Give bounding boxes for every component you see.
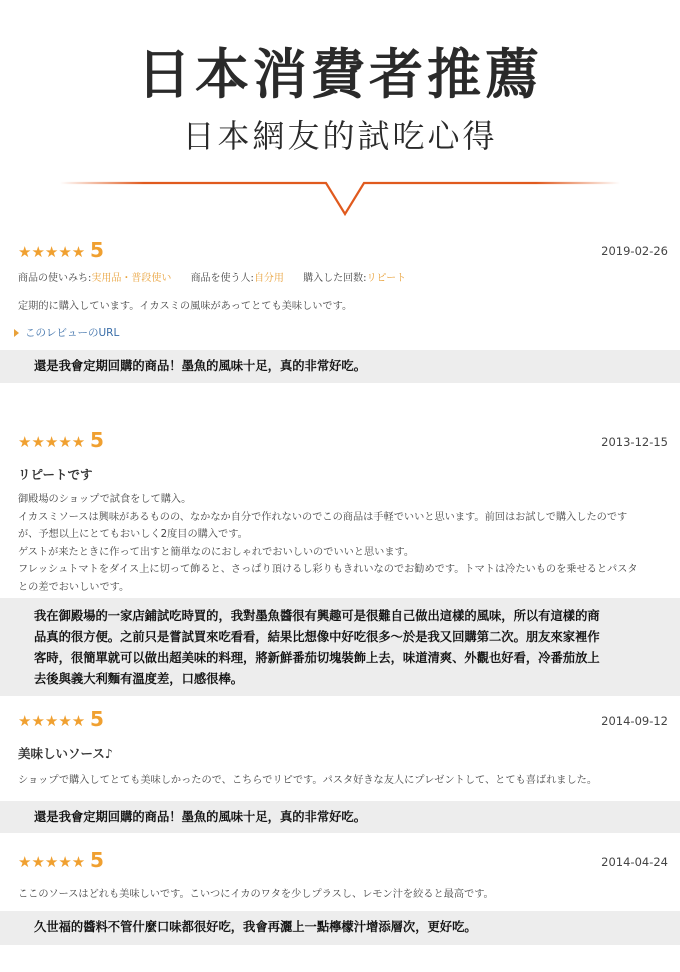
review-line: イカスミソースは興味があるものの、なかなか自分で作れないのでこの商品は手軽でいいと思います。前回はお試しで購入したのです bbox=[18, 511, 628, 523]
review-line: ショップで購入してとても美味しかったので、こちらでリピです。パスタ好きな友人にプレゼントして、とても喜ばれました。 bbox=[18, 775, 598, 786]
review-line: 定期的に購入しています。イカスミの風味があってとても美味しいです。 bbox=[18, 301, 353, 312]
translation-line: 客時，很簡單就可以做出超美味的料理，將新鮮番茄切塊裝飾上去，味道清爽、外觀也好看，冷番茄放上 bbox=[34, 651, 600, 665]
divider-chevron bbox=[60, 183, 620, 214]
review-line: フレッシュトマトをダイス上に切って飾ると、さっぱり頂けるし彩りもきれいなのでお勧めです。トマトは冷たいものを乗せるとパスタ bbox=[18, 564, 638, 575]
translation-line: 去後與義大利麵有溫度差，口感很棒。 bbox=[34, 672, 244, 686]
translation-box bbox=[0, 911, 680, 945]
translation-box bbox=[0, 598, 680, 696]
star-rating: ★★★★★ bbox=[18, 712, 86, 730]
star-rating: ★★★★★ bbox=[18, 853, 86, 871]
review-text bbox=[18, 298, 670, 316]
rating-score: 5 bbox=[90, 707, 104, 731]
user-value: 自分用 bbox=[253, 273, 284, 284]
rating-score: 5 bbox=[90, 238, 104, 262]
review-url-label: このレビューのURL bbox=[25, 327, 120, 339]
review-title: 美味しいソース♪ bbox=[18, 746, 113, 761]
review-date: 2019-02-26 bbox=[601, 244, 668, 258]
triangle-right-icon bbox=[14, 329, 19, 337]
translation-line: 還是我會定期回購的商品！墨魚的風味十足，真的非常好吃。 bbox=[34, 810, 367, 824]
rating-score: 5 bbox=[90, 848, 104, 872]
count-value: リピート bbox=[366, 273, 407, 284]
count-label: 購入した回数: bbox=[303, 273, 367, 284]
review-title: リピートです bbox=[18, 467, 93, 482]
star-rating: ★★★★★ bbox=[18, 243, 86, 261]
usage-value: 実用品・普段使い bbox=[91, 273, 172, 284]
translation-box bbox=[0, 801, 680, 833]
review-date: 2014-09-12 bbox=[601, 714, 668, 728]
translation-line: 我在御殿場的一家店鋪試吃時買的，我對墨魚醬很有興趣可是很難自己做出這樣的風味，所以有這樣的商 bbox=[34, 609, 600, 623]
usage-label: 商品の使いみち: bbox=[18, 273, 92, 284]
review-line: ここのソースはどれも美味しいです。こいつにイカのワタを少しプラスし、レモン汁を絞ると最高です。 bbox=[18, 889, 494, 900]
page-title: 日本消費者推薦 bbox=[137, 42, 543, 106]
review-text bbox=[18, 886, 670, 904]
rating-score: 5 bbox=[90, 428, 104, 452]
page-subtitle: 日本網友的試吃心得 bbox=[182, 117, 498, 155]
star-rating: ★★★★★ bbox=[18, 433, 86, 451]
header-divider bbox=[60, 176, 620, 220]
translation-line: 品真的很方便。之前只是嘗試買來吃看看，結果比想像中好吃很多～於是我又回購第二次。朋友來家裡作 bbox=[34, 630, 600, 644]
translation-box bbox=[0, 350, 680, 383]
review-date: 2014-04-24 bbox=[601, 855, 668, 869]
review-line: との差でおいしいです。 bbox=[18, 581, 130, 593]
review-line: 御殿場のショップで試食をして購入。 bbox=[18, 494, 192, 505]
review-date: 2013-12-15 bbox=[601, 435, 668, 449]
review-text bbox=[18, 772, 670, 790]
translation-line: 還是我會定期回購的商品！墨魚的風味十足，真的非常好吃。 bbox=[34, 359, 367, 373]
review-url-link[interactable] bbox=[14, 325, 119, 340]
translation-line: 久世福的醬料不管什麼口味都很好吃，我會再灑上一點檸檬汁增添層次，更好吃。 bbox=[34, 920, 477, 934]
review-line: が、予想以上にとてもおいしく2度目の購入です。 bbox=[18, 529, 248, 540]
review-meta bbox=[18, 269, 406, 284]
review-line: ゲストが来たときに作って出すと簡単なのにおしゃれでおいしいのでいいと思います。 bbox=[18, 546, 415, 558]
user-label: 商品を使う人: bbox=[190, 273, 254, 284]
review-text bbox=[18, 491, 670, 596]
